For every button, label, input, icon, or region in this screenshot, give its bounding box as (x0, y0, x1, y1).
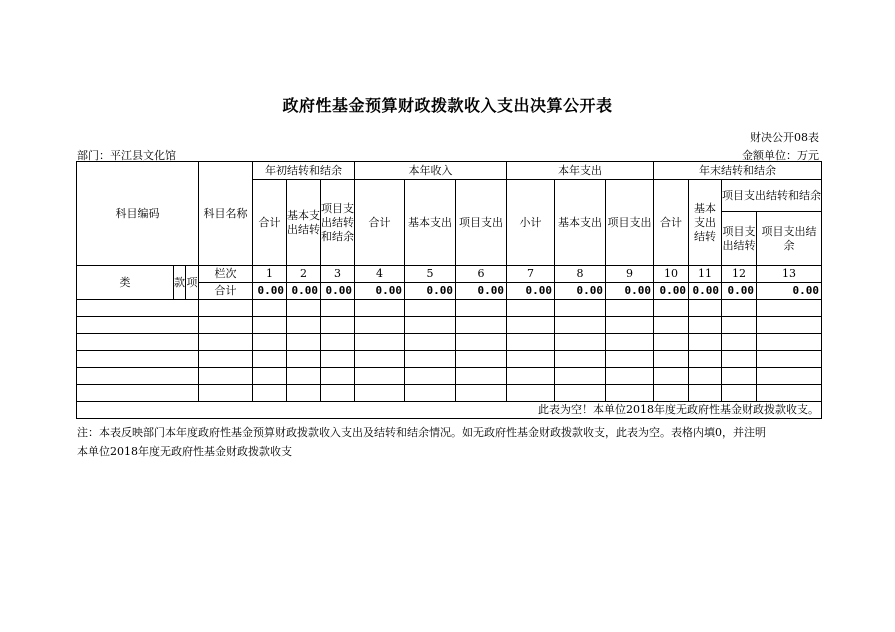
header-expense-project: 项目支出 (606, 180, 654, 266)
page-title: 政府性基金预算财政拨款收入支出决算公开表 (282, 96, 613, 115)
table-row (77, 317, 822, 334)
table-row (77, 334, 822, 351)
total-cell: 0.00 (456, 283, 507, 300)
column-number: 1 (253, 266, 287, 283)
budget-table (76, 161, 822, 419)
header-xiang: 项 (186, 266, 199, 300)
header-group-expense: 本年支出 (507, 162, 654, 180)
header-subject-name: 科目名称 (199, 162, 253, 266)
header-income-project: 项目支出 (456, 180, 507, 266)
column-number: 7 (507, 266, 555, 283)
column-number: 2 (287, 266, 321, 283)
header-lanci: 栏次 (199, 266, 253, 283)
header-expense-subtotal: 小计 (507, 180, 555, 266)
footnote (77, 423, 822, 461)
footnote-line-1: 注：本表反映部门本年度政府性基金预算财政拨款收入支出及结转和结余情况。如无政府性基金财政拨款收支，此表为空。表格内填0，并注明 (77, 426, 766, 439)
total-cell: 0.00 (321, 283, 355, 300)
header-subject-code: 科目编码 (77, 162, 199, 266)
column-number: 9 (606, 266, 654, 283)
header-heji: 合计 (199, 283, 253, 300)
unit-label: 金额单位：万元 (742, 149, 819, 162)
empty-table-message: 此表为空！本单位2018年度无政府性基金财政拨款收支。 (77, 402, 822, 419)
column-number: 10 (654, 266, 689, 283)
header-end-basic: 基本支出结转 (689, 180, 722, 266)
column-number: 13 (757, 266, 822, 283)
column-number: 6 (456, 266, 507, 283)
header-begin-project: 项目支出结转和结余 (321, 180, 355, 266)
header-begin-total: 合计 (253, 180, 287, 266)
total-cell: 0.00 (757, 283, 822, 300)
table-row (77, 300, 822, 317)
total-cell: 0.00 (253, 283, 287, 300)
column-number: 8 (555, 266, 606, 283)
header-end-project-group: 项目支出结转和结余 (722, 180, 822, 212)
header-end-total: 合计 (654, 180, 689, 266)
column-number: 3 (321, 266, 355, 283)
header-group-end: 年末结转和结余 (654, 162, 822, 180)
table-number: 财决公开08表 (750, 131, 819, 144)
table-row (77, 351, 822, 368)
total-cell: 0.00 (507, 283, 555, 300)
total-cell: 0.00 (606, 283, 654, 300)
column-number: 5 (405, 266, 456, 283)
column-number: 11 (689, 266, 722, 283)
total-cell: 0.00 (405, 283, 456, 300)
table-row (77, 385, 822, 402)
header-end-project-carry: 项目支出结转 (722, 212, 757, 266)
department-label: 部门：平江县文化馆 (77, 149, 176, 162)
total-cell: 0.00 (654, 283, 689, 300)
total-cell: 0.00 (287, 283, 321, 300)
column-number: 12 (722, 266, 757, 283)
footnote-line-2: 本单位2018年度无政府性基金财政拨款收支 (77, 445, 292, 458)
header-lei: 类 (77, 266, 174, 300)
total-cell: 0.00 (355, 283, 405, 300)
total-cell: 0.00 (689, 283, 722, 300)
header-income-basic: 基本支出 (405, 180, 456, 266)
total-cell: 0.00 (555, 283, 606, 300)
header-expense-basic: 基本支出 (555, 180, 606, 266)
header-begin-basic: 基本支出结转 (287, 180, 321, 266)
header-group-income: 本年收入 (355, 162, 507, 180)
total-cell: 0.00 (722, 283, 757, 300)
header-income-total: 合计 (355, 180, 405, 266)
header-kuan: 款 (174, 266, 186, 300)
header-end-project-balance: 项目支出结余 (757, 212, 822, 266)
header-group-begin: 年初结转和结余 (253, 162, 355, 180)
table-row (77, 368, 822, 385)
column-number: 4 (355, 266, 405, 283)
